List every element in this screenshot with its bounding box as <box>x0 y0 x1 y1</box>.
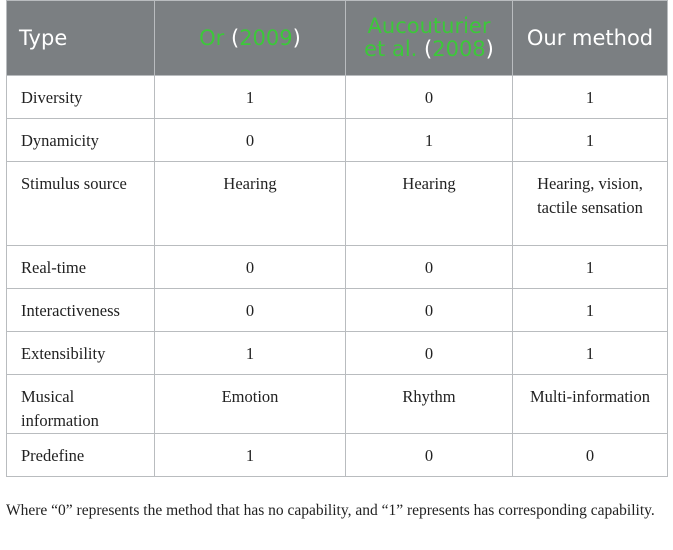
table-footnote: Where “0” represents the method that has no capability, and “1” represents has corresponding capability. <box>6 502 655 519</box>
table-row <box>7 119 668 162</box>
table-row <box>7 375 668 434</box>
header-type: Type <box>7 1 155 76</box>
citation-open-paren: ( <box>417 37 433 61</box>
table-cell: 0 <box>513 434 668 477</box>
citation-author-link[interactable]: Aucouturier et al. <box>364 14 491 61</box>
table-cell: 0 <box>155 246 346 289</box>
table-cell: 0 <box>346 289 513 332</box>
table-cell: 1 <box>513 289 668 332</box>
table-cell: Hearing <box>155 162 346 246</box>
table-cell: Multi-information <box>513 375 668 434</box>
table-cell: 0 <box>155 289 346 332</box>
table-cell: Rhythm <box>346 375 513 434</box>
row-label: Diversity <box>7 76 155 119</box>
table-cell: 0 <box>346 434 513 477</box>
row-label: Interactiveness <box>7 289 155 332</box>
table-row <box>7 289 668 332</box>
citation-close-paren: ) <box>292 25 301 50</box>
table-cell: 1 <box>513 119 668 162</box>
table-row <box>7 434 668 477</box>
row-label: Extensibility <box>7 332 155 375</box>
table-header-row <box>7 1 668 76</box>
table-row <box>7 76 668 119</box>
table-cell: Hearing <box>346 162 513 246</box>
table-row <box>7 162 668 246</box>
row-label: Dynamicity <box>7 119 155 162</box>
table-cell: 1 <box>346 119 513 162</box>
table-cell: 0 <box>346 332 513 375</box>
table-cell: Hearing, vision, tactile sensation <box>513 162 668 246</box>
header-our-method: Our method <box>513 1 668 76</box>
table-cell: Emotion <box>155 375 346 434</box>
table-cell: 1 <box>155 332 346 375</box>
comparison-table-container <box>6 0 667 477</box>
comparison-table <box>6 0 668 477</box>
table-row <box>7 246 668 289</box>
header-aucouturier-2008 <box>346 1 513 76</box>
citation-year-link[interactable]: 2009 <box>239 25 293 50</box>
citation-author-link[interactable]: Or <box>199 25 225 50</box>
table-cell: 1 <box>155 434 346 477</box>
citation-year-link[interactable]: 2008 <box>432 37 486 61</box>
table-cell: 0 <box>346 76 513 119</box>
row-label: Real-time <box>7 246 155 289</box>
citation-close-paren: ) <box>485 37 494 61</box>
row-label: Musical information <box>7 375 155 434</box>
table-cell: 1 <box>513 332 668 375</box>
row-label: Predefine <box>7 434 155 477</box>
row-label: Stimulus source <box>7 162 155 246</box>
table-cell: 0 <box>155 119 346 162</box>
table-cell: 0 <box>346 246 513 289</box>
table-cell: 1 <box>513 246 668 289</box>
header-or-2009 <box>155 1 346 76</box>
citation-open-paren: ( <box>224 25 240 50</box>
table-cell: 1 <box>155 76 346 119</box>
table-cell: 1 <box>513 76 668 119</box>
table-row <box>7 332 668 375</box>
